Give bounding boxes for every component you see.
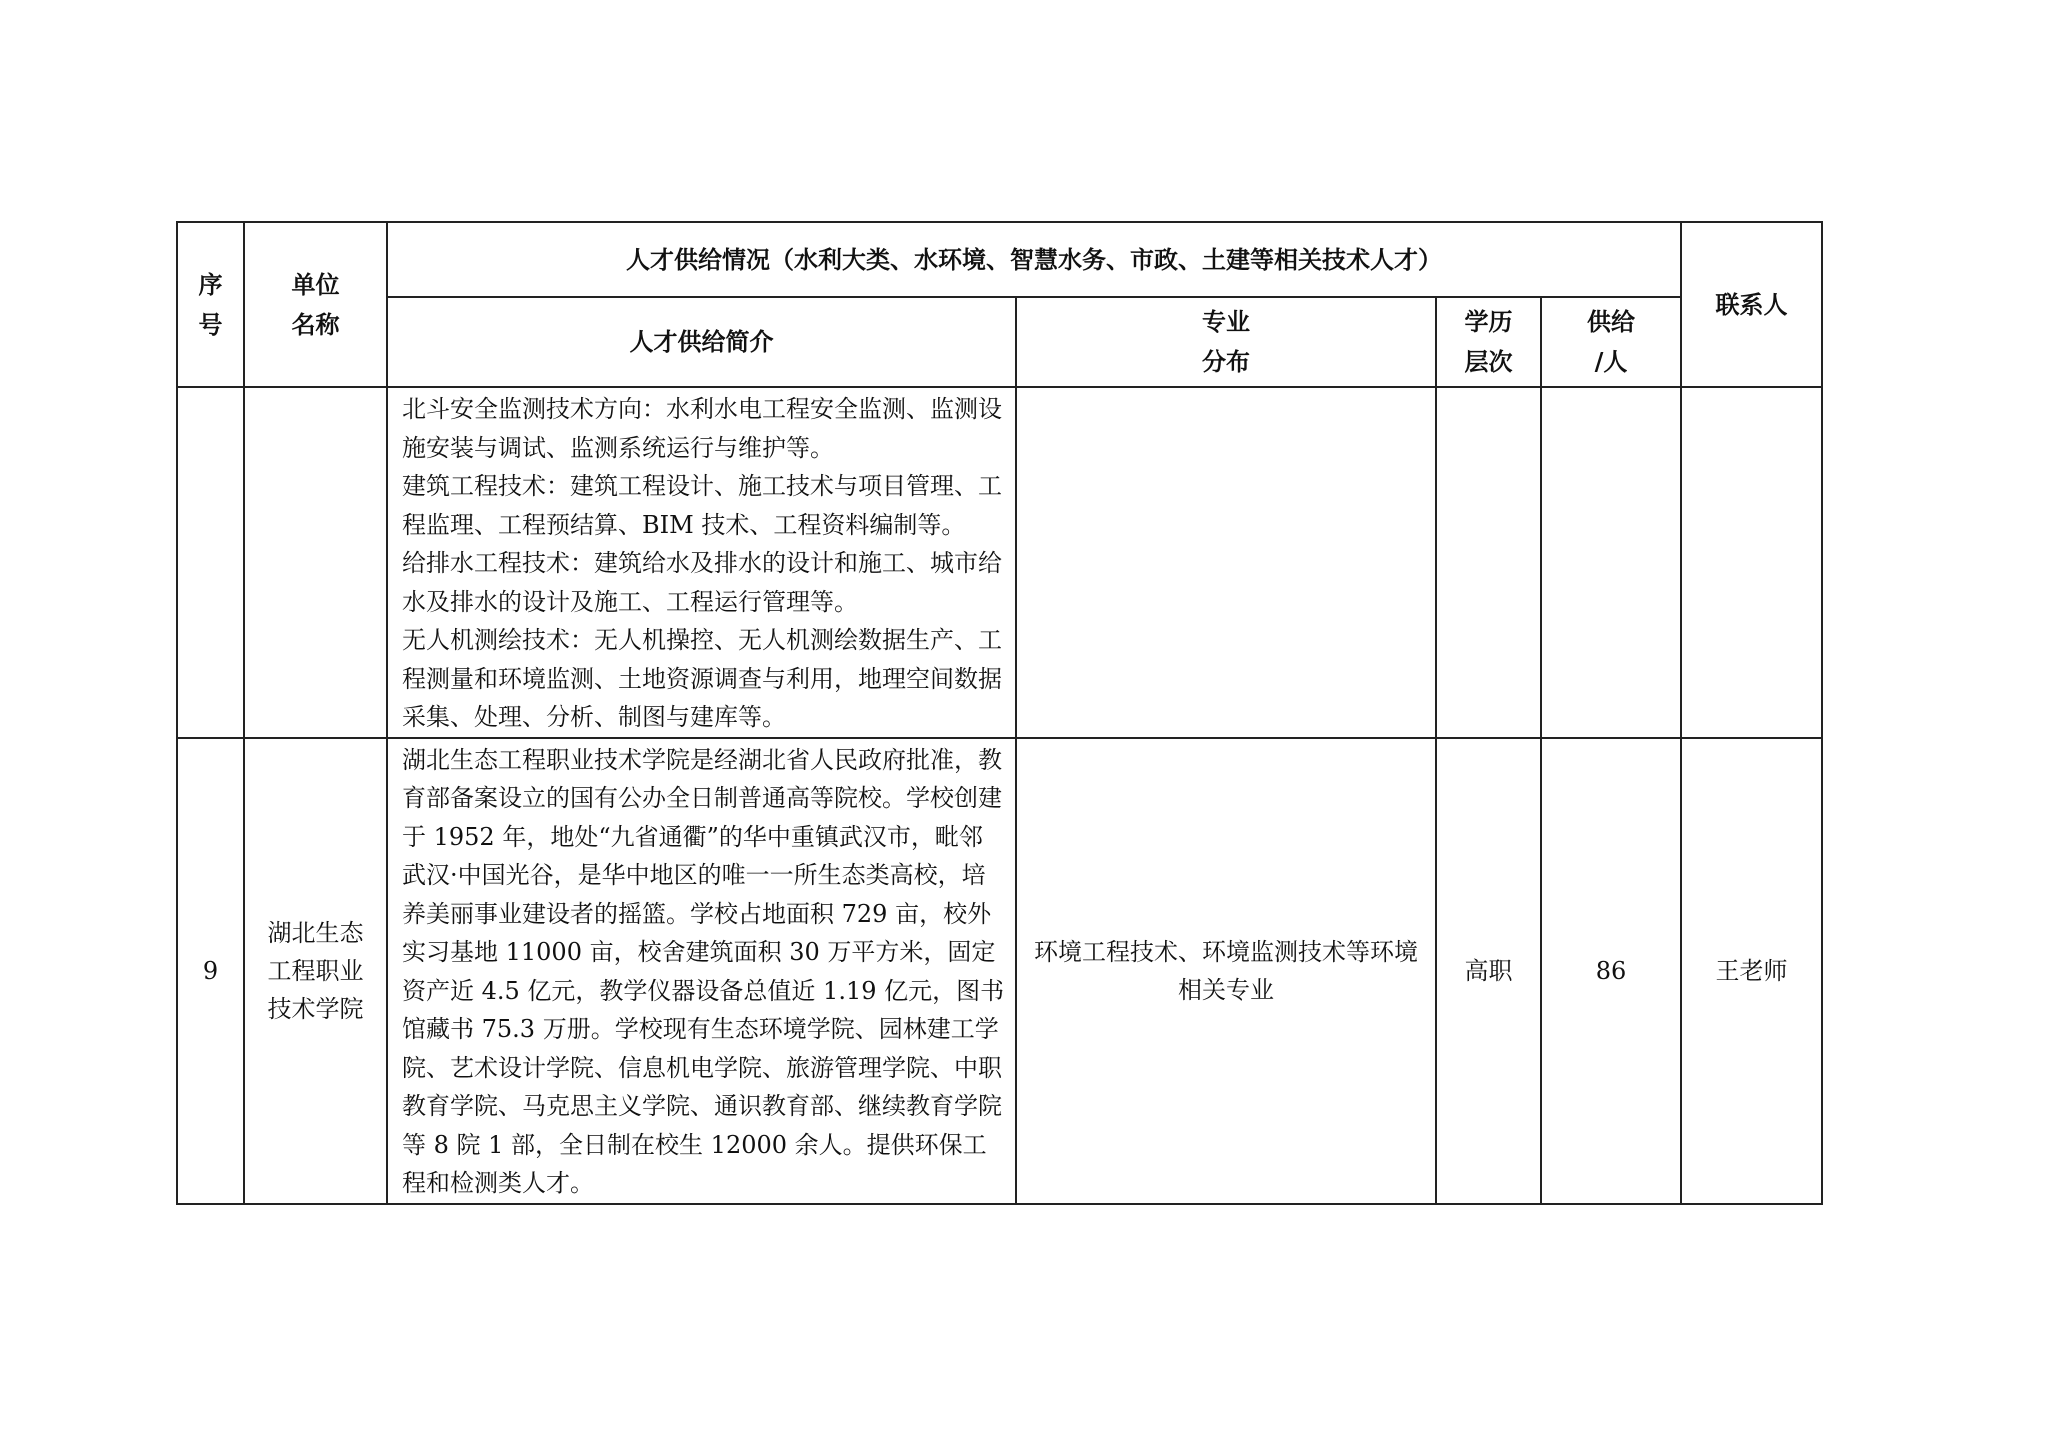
table-row — [177, 738, 1822, 1204]
row-contact: 王老师 — [1681, 738, 1822, 1204]
row-major: 环境工程技术、环境监测技术等环境相关专业 — [1016, 738, 1436, 1204]
row-unit: 湖北生态 工程职业 技术学院 — [244, 738, 387, 1204]
header-edu: 学历 层次 — [1436, 297, 1541, 387]
intro-paragraph: 湖北生态工程职业技术学院是经湖北省人民政府批准，教育部备案设立的国有公办全日制普通高等院校。学校创建于 1952 年，地处“九省通衢”的华中重镇武汉市，毗邻武汉·中国光谷，是华中地区的唯一一所生态类高校，培养美丽事业建设者的摇篮。学校占地面积 729 亩，校外实习基地 11000 亩，校舍建筑面积 30 万平方米，固定资产近 4.5 亿元，教学仪器设备总值近 1.19 亿元，图书馆藏书 75.3 万册。学校现有生态环境学院、园林建工学院、艺术设计学院、信息机电学院、旅游管理学院、中职教育学院、马克思主义学院、通识教育部、继续教育学院等 8 院 1 部，全日制在校生 12000 余人。提供环保工程和检测类人才。 — [402, 745, 1005, 1197]
intro-paragraph: 给排水工程技术：建筑给水及排水的设计和施工、城市给水及排水的设计及施工、工程运行管理等。 — [402, 549, 1002, 616]
header-count: 供给 /人 — [1541, 297, 1681, 387]
intro-paragraph: 建筑工程技术：建筑工程设计、施工技术与项目管理、工程监理、工程预结算、BIM 技术、工程资料编制等。 — [402, 472, 1002, 539]
row-contact — [1681, 387, 1822, 738]
talent-supply-table — [176, 221, 1823, 1205]
intro-paragraph: 无人机测绘技术：无人机操控、无人机测绘数据生产、工程测量和环境监测、土地资源调查与利用，地理空间数据采集、处理、分析、制图与建库等。 — [402, 626, 1002, 731]
row-edu — [1436, 387, 1541, 738]
row-edu: 高职 — [1436, 738, 1541, 1204]
header-supply-title: 人才供给情况（水利大类、水环境、智慧水务、市政、土建等相关技术人才） — [387, 222, 1681, 297]
row-major — [1016, 387, 1436, 738]
intro-paragraph: 北斗安全监测技术方向：水利水电工程安全监测、监测设施安装与调试、监测系统运行与维护等。 — [402, 395, 1002, 462]
table-row — [177, 387, 1822, 738]
header-major: 专业 分布 — [1016, 297, 1436, 387]
row-seq: 9 — [177, 738, 244, 1204]
header-intro: 人才供给简介 — [387, 297, 1016, 387]
row-intro — [387, 738, 1016, 1204]
row-count: 86 — [1541, 738, 1681, 1204]
header-seq: 序 号 — [177, 222, 244, 387]
row-intro — [387, 387, 1016, 738]
header-row-1 — [177, 222, 1822, 297]
header-unit: 单位 名称 — [244, 222, 387, 387]
row-seq — [177, 387, 244, 738]
header-contact: 联系人 — [1681, 222, 1822, 387]
row-unit — [244, 387, 387, 738]
header-row-2 — [177, 297, 1822, 387]
row-count — [1541, 387, 1681, 738]
